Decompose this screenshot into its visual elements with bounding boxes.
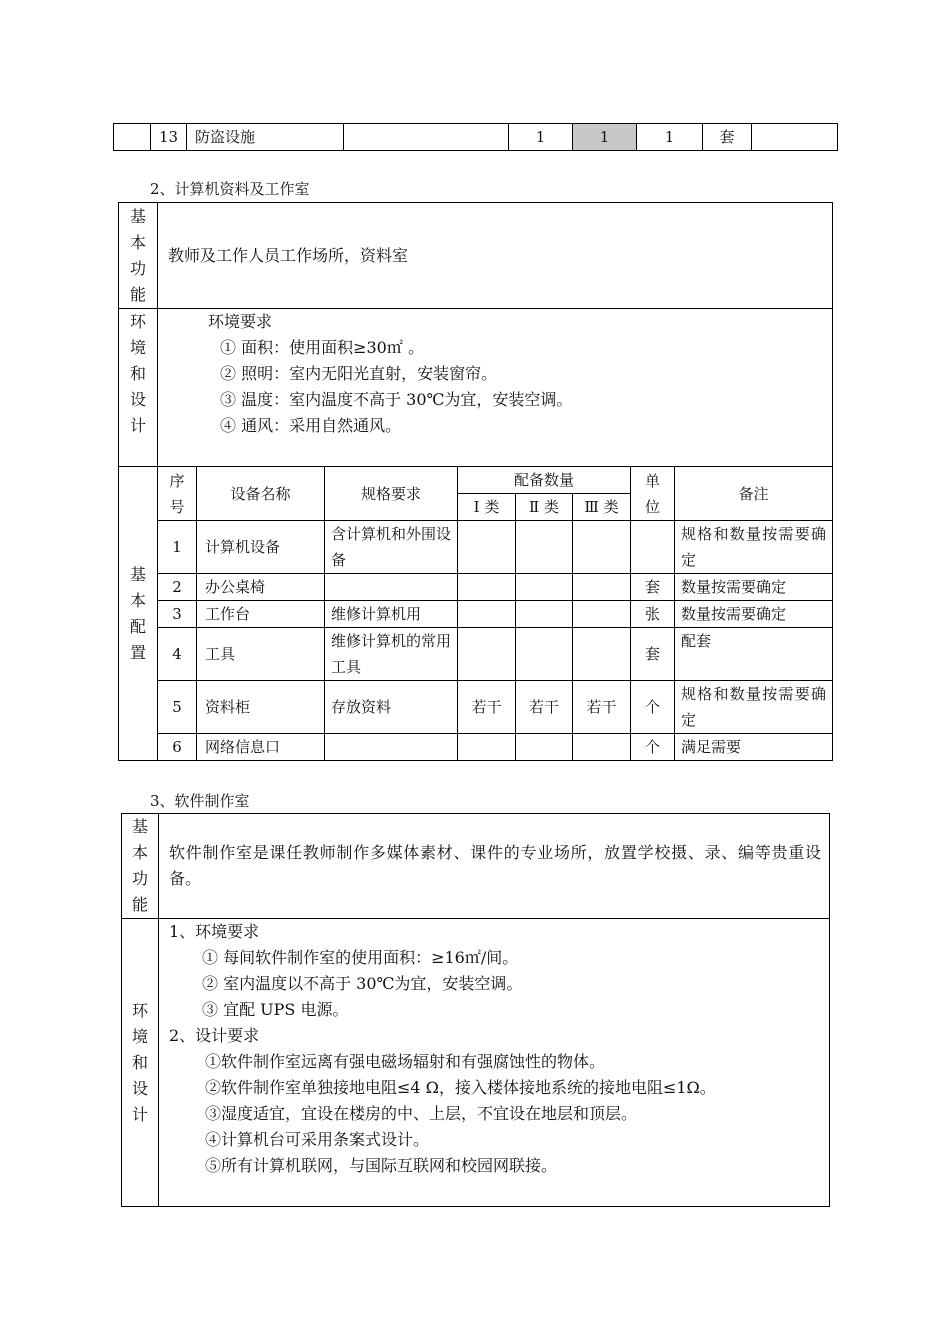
label-char: 设	[131, 1078, 148, 1098]
label-char: 能	[129, 284, 146, 304]
section2-config-label	[119, 467, 158, 761]
table-row	[119, 521, 833, 574]
row-name: 网络信息口	[197, 734, 325, 761]
section2-env-text	[158, 309, 833, 467]
header-note: 备注	[675, 467, 833, 521]
env-item: ① 每间软件制作室的使用面积：≥16㎡/间。	[202, 948, 519, 967]
section3-heading: 3、软件制作室	[150, 792, 250, 810]
row-q3	[573, 734, 631, 761]
row-q1	[458, 734, 516, 761]
env-item: ② 照明：室内无阳光直射，安装窗帘。	[220, 364, 498, 383]
section2-basic-label	[119, 203, 158, 309]
label-char: 置	[129, 642, 146, 662]
label-char: 本	[129, 232, 146, 252]
row-unit: 张	[631, 601, 675, 628]
row-note: 数量按需要确定	[675, 601, 833, 628]
label-char: 基	[129, 206, 146, 226]
row-q2	[516, 601, 573, 628]
label-char: 能	[131, 895, 148, 914]
env-item: ⑤所有计算机联网，与国际互联网和校园网联接。	[205, 1156, 558, 1175]
label-char: 配	[129, 616, 146, 636]
row-spec: 维修计算机的常用工具	[325, 628, 458, 681]
table-row	[119, 601, 833, 628]
label-char: 功	[129, 258, 146, 278]
header-num-char: 号	[169, 497, 185, 516]
section3-env-label	[122, 919, 159, 1207]
row-note: 满足需要	[675, 734, 833, 761]
row-num: 3	[158, 601, 197, 628]
section3-env-text	[159, 919, 830, 1207]
row-q1	[458, 521, 516, 574]
top-row-q3: 1	[637, 124, 703, 151]
header-num-char: 序	[169, 471, 185, 490]
header-qty: 配备数量	[458, 467, 631, 494]
header-q2: Ⅱ 类	[516, 494, 573, 521]
section3-basic-text: 软件制作室是课任教师制作多媒体素材、课件的专业场所，放置学校摄、录、编等贵重设备。	[159, 814, 830, 919]
label-char: 计	[131, 1104, 148, 1124]
row-unit	[631, 521, 675, 574]
label-char: 本	[129, 590, 146, 610]
label-char: 功	[131, 869, 148, 888]
row-unit: 套	[631, 574, 675, 601]
row-note: 规格和数量按需要确定	[675, 521, 833, 574]
label-char: 基	[131, 817, 148, 836]
row-q3	[573, 628, 631, 681]
row-q1	[458, 628, 516, 681]
top-row-q2: 1	[573, 124, 637, 151]
top-row-name: 防盗设施	[187, 124, 344, 151]
env-title: 环境要求	[208, 312, 273, 331]
top-continuation-table	[113, 123, 838, 151]
label-char: 境	[131, 1026, 148, 1046]
table-row	[119, 734, 833, 761]
row-name: 工具	[197, 628, 325, 681]
row-q2	[516, 521, 573, 574]
label-char: 本	[131, 843, 148, 862]
top-row-blank	[114, 124, 151, 151]
label-char: 环	[131, 1000, 148, 1020]
section3-basic-label	[122, 814, 159, 919]
row-spec: 存放资料	[325, 681, 458, 734]
row-q3	[573, 521, 631, 574]
label-char: 基	[129, 564, 146, 584]
row-spec	[325, 734, 458, 761]
row-spec: 含计算机和外围设备	[325, 521, 458, 574]
row-q3	[573, 601, 631, 628]
top-row-spec	[344, 124, 509, 151]
env-item: ①软件制作室远离有强电磁场辐射和有强腐蚀性的物体。	[205, 1052, 606, 1071]
label-char: 计	[129, 416, 146, 435]
table-row	[119, 681, 833, 734]
env-item: ③ 温度：室内温度不高于 30℃为宜，安装空调。	[220, 390, 573, 409]
env-item: ② 室内温度以不高于 30℃为宜，安装空调。	[202, 974, 523, 993]
env-item: ④计算机台可采用条案式设计。	[205, 1130, 430, 1149]
section2-env-label	[119, 309, 158, 467]
row-unit: 个	[631, 681, 675, 734]
header-unit-char: 单	[644, 471, 660, 490]
label-char: 设	[129, 390, 146, 409]
label-char: 环	[129, 312, 146, 331]
header-name: 设备名称	[197, 467, 325, 521]
row-num: 4	[158, 628, 197, 681]
row-q1	[458, 601, 516, 628]
env-title: 2、设计要求	[169, 1026, 260, 1045]
table-row	[119, 628, 833, 681]
label-char: 境	[129, 338, 146, 357]
header-q1: Ⅰ 类	[458, 494, 516, 521]
row-name: 工作台	[197, 601, 325, 628]
label-char: 和	[131, 1052, 148, 1072]
section3-table	[121, 813, 830, 1207]
section2-basic-text: 教师及工作人员工作场所，资料室	[158, 203, 833, 309]
table-row	[119, 574, 833, 601]
row-note: 数量按需要确定	[675, 574, 833, 601]
env-item: ④ 通风：采用自然通风。	[220, 416, 402, 435]
label-char: 和	[129, 364, 146, 383]
row-num: 6	[158, 734, 197, 761]
row-q1: 若干	[458, 681, 516, 734]
header-q3: Ⅲ 类	[573, 494, 631, 521]
header-unit-char: 位	[644, 497, 660, 516]
row-name: 计算机设备	[197, 521, 325, 574]
env-item: ③ 宜配 UPS 电源。	[202, 1000, 349, 1019]
env-item: ① 面积：使用面积≥30㎡ 。	[220, 338, 424, 357]
row-spec: 维修计算机用	[325, 601, 458, 628]
row-q2	[516, 574, 573, 601]
row-name: 办公桌椅	[197, 574, 325, 601]
top-row-num: 13	[151, 124, 187, 151]
row-unit: 个	[631, 734, 675, 761]
row-note: 配套	[675, 628, 833, 681]
env-item: ②软件制作室单独接地电阻≤4 Ω，接入楼体接地系统的接地电阻≤1Ω。	[205, 1078, 716, 1097]
row-note: 规格和数量按需要确定	[675, 681, 833, 734]
env-title: 1、环境要求	[169, 922, 260, 941]
row-name: 资料柜	[197, 681, 325, 734]
row-q3: 若干	[573, 681, 631, 734]
header-num	[158, 467, 197, 521]
row-spec	[325, 574, 458, 601]
row-num: 1	[158, 521, 197, 574]
top-row-note	[752, 124, 838, 151]
row-q2	[516, 628, 573, 681]
row-q2	[516, 734, 573, 761]
header-spec: 规格要求	[325, 467, 458, 521]
top-row-unit: 套	[703, 124, 752, 151]
row-num: 5	[158, 681, 197, 734]
row-unit: 套	[631, 628, 675, 681]
env-item: ③湿度适宜，宜设在楼房的中、上层，不宜设在地层和顶层。	[205, 1104, 638, 1123]
row-num: 2	[158, 574, 197, 601]
row-q1	[458, 574, 516, 601]
row-q2: 若干	[516, 681, 573, 734]
section2-table	[118, 202, 833, 761]
header-unit	[631, 467, 675, 521]
top-row-q1: 1	[509, 124, 573, 151]
section2-heading: 2、计算机资料及工作室	[150, 180, 310, 198]
row-q3	[573, 574, 631, 601]
